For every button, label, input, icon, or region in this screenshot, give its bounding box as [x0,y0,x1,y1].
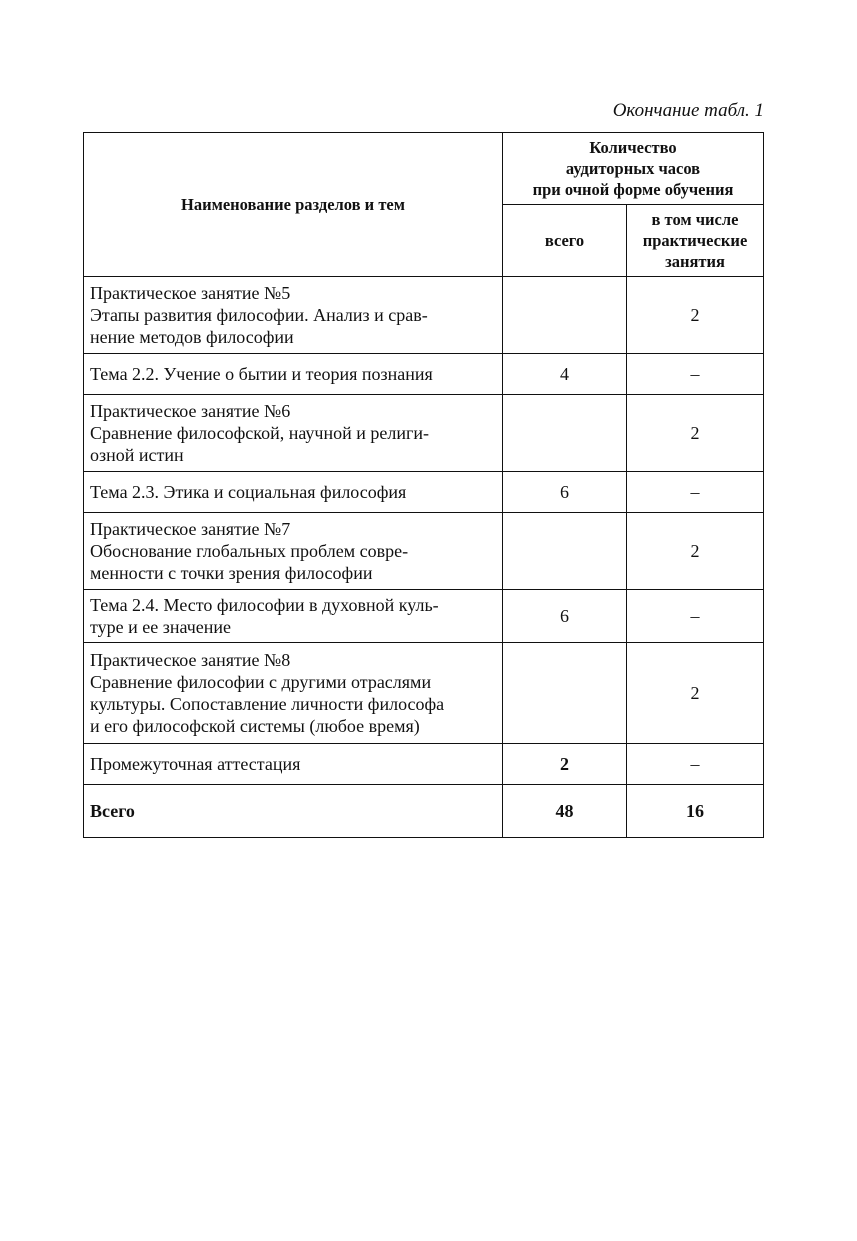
row-total: 48 [503,785,627,838]
row-practice: 16 [627,785,764,838]
table-row [84,395,764,472]
topic-line: и его философской системы (любое время) [90,716,420,736]
header-total-column: всего [503,205,627,277]
row-total [503,395,627,472]
table-caption: Окончание табл. 1 [612,100,764,121]
header-group-line: аудиторных часов [565,159,701,178]
header-group-line: при очной форме обучения [532,180,734,199]
topic-line: Практическое занятие №6 [90,401,291,421]
topic-line: Этапы развития философии. Анализ и срав- [90,305,428,325]
table-row [84,590,764,643]
row-total [503,643,627,744]
table-row [84,472,764,513]
row-practice: 2 [627,277,764,354]
topic-line: нение методов философии [90,327,294,347]
row-total [503,277,627,354]
row-topic [84,744,503,785]
row-total: 2 [503,744,627,785]
row-total [503,513,627,590]
header-practice-line: занятия [665,252,725,271]
row-topic [84,643,503,744]
topic-line: Практическое занятие №5 [90,283,291,303]
row-total: 6 [503,590,627,643]
row-total: 6 [503,472,627,513]
table-row [84,277,764,354]
topic-line: туре и ее значение [90,617,232,637]
row-total: 4 [503,354,627,395]
row-practice: 2 [627,395,764,472]
table-row [84,744,764,785]
row-practice: – [627,744,764,785]
header-practice-line: в том числе [651,210,739,229]
topic-line: Обоснование глобальных проблем совре- [90,541,409,561]
hours-table [83,132,764,838]
topic-line: Промежуточная аттестация [90,754,301,774]
topic-line: Практическое занятие №7 [90,519,291,539]
topic-line: Всего [90,801,135,821]
header-practice-column [627,205,764,277]
topic-line: Практическое занятие №8 [90,650,291,670]
row-topic [84,590,503,643]
header-group-line: Количество [589,138,677,157]
table-row-total [84,785,764,838]
table-row [84,354,764,395]
topic-line: Сравнение философской, научной и религи- [90,423,429,443]
header-hours-group [503,133,764,205]
row-topic [84,472,503,513]
row-practice: 2 [627,513,764,590]
header-practice-line: практические [642,231,748,250]
topic-line: Сравнение философии с другими отраслями [90,672,432,692]
row-topic [84,277,503,354]
topic-line: Тема 2.4. Место философии в духовной куль- [90,595,439,615]
row-topic [84,785,503,838]
row-practice: – [627,354,764,395]
topic-line: культуры. Сопоставление личности философа [90,694,445,714]
topic-line: Тема 2.3. Этика и социальная философия [90,482,407,502]
topic-line: Тема 2.2. Учение о бытии и теория познания [90,364,433,384]
topic-line: озной истин [90,445,184,465]
row-practice: – [627,590,764,643]
header-name-column: Наименование разделов и тем [84,133,503,277]
table-row [84,513,764,590]
row-practice: 2 [627,643,764,744]
row-topic [84,513,503,590]
row-topic [84,395,503,472]
row-topic [84,354,503,395]
topic-line: менности с точки зрения философии [90,563,373,583]
row-practice: – [627,472,764,513]
table-row [84,643,764,744]
